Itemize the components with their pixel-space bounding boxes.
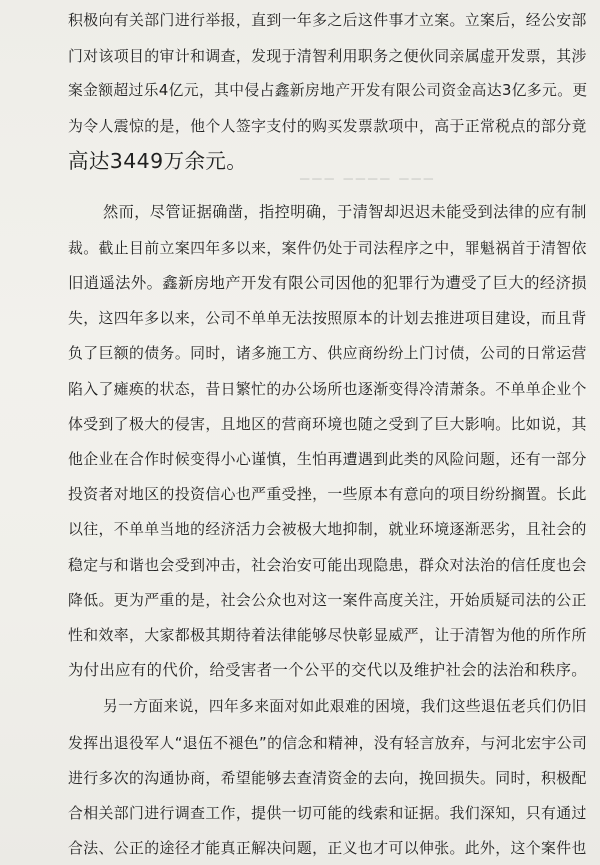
text-line: 积极向有关部门进行举报，直到一年多之后这件事才立案。立案后，经公安部 bbox=[68, 11, 587, 29]
text-line: 投资者对地区的投资信心也严重受挫，一些原本有意向的项目纷纷搁置。长此 bbox=[68, 485, 587, 503]
text-line: 旧逍遥法外。鑫新房地产开发有限公司因他的犯罪行为遭受了巨大的经济损 bbox=[68, 274, 588, 292]
text-line: 另一方面来说，四年多来面对如此艰难的困境，我们这些退伍老兵们仍旧 bbox=[103, 698, 587, 715]
text-line: 案金额超过乐4亿元，其中侵占鑫新房地产开发有限公司资金高达3亿多元。更 bbox=[68, 82, 588, 99]
text-line: 合法、公正的途径才能真正解决问题，正义也才可以伸张。此外，这个案件也 bbox=[68, 839, 587, 857]
text-line: 为付出应有的代价，给受害者一个公平的交代以及维护社会的法治和秩序。 bbox=[68, 661, 588, 679]
text-line: 负了巨额的债务。同时，诸多施工方、供应商纷纷上门讨债，公司的日常运营 bbox=[68, 344, 587, 362]
text-line: 进行多次的沟通协商，希望能够去查清资金的去向，挽回损失。同时，积极配 bbox=[68, 769, 587, 787]
text-line: 门对该项目的审计和调查，发现于清智利用职务之便伙同亲属虚开发票，其涉 bbox=[68, 47, 587, 65]
text-line: 为令人震惊的是，他个人签字支付的购买发票款项中，高于正常税点的部分竟 bbox=[68, 117, 587, 135]
text-line: 高达3449万余元。 bbox=[68, 149, 248, 173]
text-line: 失，这四年多以来，公司不单单无法按照原本的计划去推进项目建设，而且背 bbox=[68, 309, 587, 327]
text-line: 以往，不单单当地的经济活力会被极大地抑制，就业环境逐渐恶劣，且社会的 bbox=[68, 520, 587, 538]
show-through-text: ▁▁▁ ▁▁▁▁ ▁▁▁ bbox=[300, 166, 436, 180]
text-line: 性和效率，大家都极其期待着法律能够尽快彰显威严，让于清智为他的所作所 bbox=[68, 626, 587, 644]
text-line: 陷入了瘫痪的状态，昔日繁忙的办公场所也逐渐变得冷清萧条。不单单企业个 bbox=[68, 380, 587, 398]
text-line: 发挥出退役军人“退伍不褪色”的信念和精神，没有轻言放弃，与河北宏宇公司 bbox=[68, 734, 588, 752]
text-line: 合相关部门进行调查工作，提供一切可能的线索和证据。我们深知，只有通过 bbox=[68, 804, 587, 822]
text-line: 体受到了极大的侵害，且地区的营商环境也随之受到了巨大影响。比如说，其 bbox=[68, 415, 587, 433]
text-line: 稳定与和谐也会受到冲击，社会治安可能出现隐患，群众对法治的信任度也会 bbox=[68, 556, 587, 574]
text-line: 裁。截止目前立案四年多以来，案件仍处于司法程序之中，罪魁祸首于清智依 bbox=[68, 239, 587, 257]
text-line: 降低。更为严重的是，社会公众也对这一案件高度关注，开始质疑司法的公正 bbox=[68, 591, 587, 609]
text-line: 他企业在合作时候变得小心谨慎，生怕再遭遇到此类的风险问题，还有一部分 bbox=[68, 450, 587, 468]
text-line: 然而，尽管证据确凿，指控明确，于清智却迟迟未能受到法律的应有制 bbox=[103, 203, 587, 221]
